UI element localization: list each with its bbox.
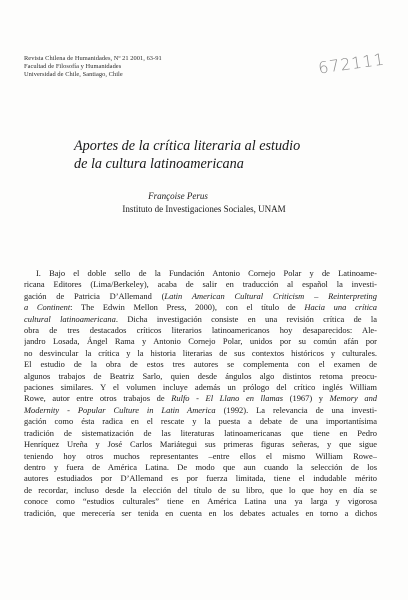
body-line: obra de tres destacados críticos literarios latinoamericanos hoy desaparecidos: Ale-: [24, 325, 377, 336]
body-line: El estudio de la obra de estos tres autores se complementa con el examen de: [24, 359, 377, 370]
handwritten-catalog-number: 672111: [317, 49, 387, 78]
body-line: autores estudiados por D’Allemand es por fuerza limitada, tiene el indudable mérito: [24, 473, 377, 484]
title-line-2: de la cultura latinoamericana: [74, 156, 244, 172]
body-line: jandro Losada, Ángel Rama y Antonio Cornejo Polar, unidos por su común afán por: [24, 336, 377, 347]
body-line: conoce como “estudios culturales” tiene en América Latina una ya larga y vigorosa: [24, 496, 377, 507]
body-line: tradición de sistematización de las literaturas latinoamericanas que tiene en Pedro: [24, 427, 377, 438]
body-line: Rowe, autor entre otros trabajos de Rulfo - El Llano en llamas (1967) y Memory and: [24, 393, 377, 404]
body-line: de recordar, incluso desde la elección del título de su libro, que lo que hoy en día se: [24, 484, 377, 495]
author-name: Françoise Perus: [148, 191, 208, 201]
article-body: [24, 268, 377, 519]
body-line: no desvincular la crítica y la historia literarias de sus contextos históricos y culturales.: [24, 347, 377, 358]
body-line: gación como ésta radica en el rescate y la puesta a debate de una importantísima: [24, 416, 377, 427]
body-line: dentro y fuera de América Latina. De modo que aun cuando la selección de los: [24, 461, 377, 472]
body-line: a Continent: The Edwin Mellon Press, 2000), con el título de Hacia una crítica: [24, 302, 377, 313]
journal-header: [24, 55, 162, 80]
body-line: paciones similares. Y el volumen incluye además un prólogo del crítico inglés William: [24, 382, 377, 393]
body-line: tradición, que merecería ser tenida en cuenta en los debates actuales en torno a dichos: [24, 507, 377, 518]
author-block: [0, 190, 408, 216]
body-line: gación de Patricia D’Allemand (Latin American Cultural Criticism – Reinterpreting: [24, 290, 377, 301]
body-line: algunos trabajos de Beatriz Sarlo, quien desde ángulos algo distintos retoma preocu-: [24, 370, 377, 381]
journal-citation: Revista Chilena de Humanidades, Nº 21 2001, 63-91: [24, 55, 162, 62]
body-line: teniendo hoy otros muchos representantes –entre ellos el mismo William Rowe–: [24, 450, 377, 461]
title-line-1: Aportes de la crítica literaria al estudio: [74, 138, 301, 154]
university-name: Universidad de Chile, Santiago, Chile: [24, 71, 123, 79]
body-line: Modernity - Popular Culture in Latin America (1992). La relevancia de una investi-: [24, 404, 377, 415]
body-line: Henríquez Ureña y José Carlos Mariátegui sus primeras figuras señeras, y que sigue: [24, 439, 377, 450]
author-institution: Instituto de Investigaciones Sociales, UNAM: [122, 204, 286, 214]
body-line: I. Bajo el doble sello de la Fundación Antonio Cornejo Polar y de Latinoame-: [36, 268, 377, 278]
body-line: ricana Editores (Lima/Berkeley), acaba de salir en traducción al español la investi-: [24, 279, 377, 290]
body-line: cultural latinoamericana. Dicha investigación consiste en una revisión crítica de la: [24, 313, 377, 324]
faculty-name: Facultad de Filosofía y Humanidades: [24, 63, 122, 71]
article-title: [74, 137, 374, 173]
